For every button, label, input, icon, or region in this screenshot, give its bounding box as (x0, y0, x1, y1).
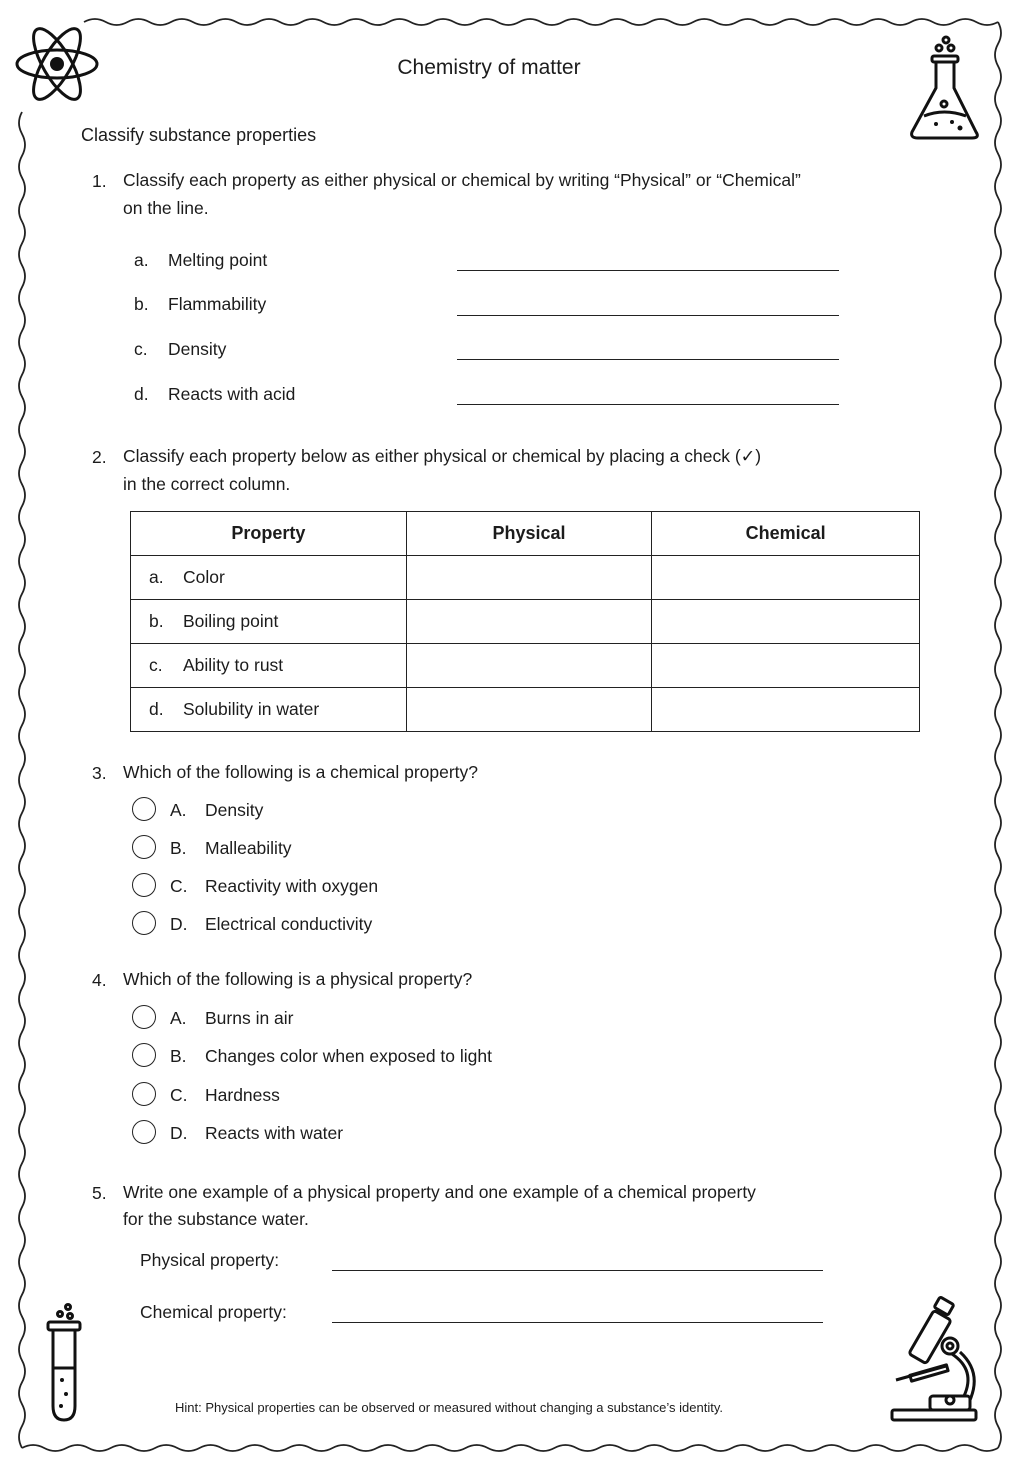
q5-text-line2: for the substance water. (123, 1209, 309, 1229)
row-text: Solubility in water (183, 699, 320, 719)
physical-check-cell[interactable] (406, 688, 652, 732)
row-text: Ability to rust (183, 655, 284, 675)
option-text: Hardness (205, 1085, 280, 1105)
option-letter: C. (170, 1085, 188, 1105)
property-cell (131, 556, 407, 600)
q2-number: 2. (92, 447, 107, 467)
table-row (131, 688, 920, 732)
table-row (131, 556, 920, 600)
q2-text-line2: in the correct column. (123, 474, 291, 494)
q1-text-line2: on the line. (123, 198, 209, 218)
row-letter: a. (149, 567, 164, 587)
row-letter: b. (149, 611, 164, 631)
physical-property-label: Physical property: (140, 1250, 280, 1270)
physical-check-cell[interactable] (406, 556, 652, 600)
option-text: Changes color when exposed to light (205, 1046, 492, 1066)
radio-button[interactable] (132, 1082, 156, 1106)
header-chemical: Chemical (652, 512, 920, 556)
chemical-check-cell[interactable] (652, 644, 920, 688)
property-cell (131, 600, 407, 644)
option-text: Density (205, 800, 264, 820)
q1-item-letter: b. (134, 294, 149, 314)
border-wave (19, 112, 25, 1448)
property-cell (131, 688, 407, 732)
physical-property-answer-line[interactable] (332, 1270, 823, 1271)
q1-answer-line[interactable] (457, 270, 839, 271)
page-title: Chemistry of matter (397, 56, 581, 79)
radio-button[interactable] (132, 873, 156, 897)
q3-number: 3. (92, 763, 107, 783)
header-property: Property (131, 512, 407, 556)
option-letter: A. (170, 1008, 187, 1028)
q1-number: 1. (92, 171, 107, 191)
q1-item-letter: c. (134, 339, 148, 359)
option-letter: D. (170, 914, 188, 934)
option-letter: A. (170, 800, 187, 820)
chemical-check-cell[interactable] (652, 688, 920, 732)
page-subtitle: Classify substance properties (81, 125, 317, 145)
row-letter: c. (149, 655, 163, 675)
q1-item-letter: a. (134, 250, 149, 270)
radio-button[interactable] (132, 1005, 156, 1029)
physical-check-cell[interactable] (406, 600, 652, 644)
q1-item-letter: d. (134, 384, 149, 404)
row-letter: d. (149, 699, 164, 719)
radio-button[interactable] (132, 797, 156, 821)
option-letter: B. (170, 838, 187, 858)
q1-item-text: Density (168, 339, 227, 359)
border-wave (84, 19, 998, 25)
row-text: Boiling point (183, 611, 279, 631)
q5-number: 5. (92, 1183, 107, 1203)
q4-text: Which of the following is a physical property? (123, 969, 473, 989)
radio-button[interactable] (132, 1120, 156, 1144)
option-letter: B. (170, 1046, 187, 1066)
flask-icon (906, 34, 982, 142)
table-row (131, 600, 920, 644)
radio-button[interactable] (132, 835, 156, 859)
q1-item-text: Reacts with acid (168, 384, 296, 404)
hint-text: Hint: Physical properties can be observed or measured without changing a substance’s identity. (175, 1400, 723, 1415)
q2-text-line1: Classify each property below as either physical or chemical by placing a check (✓) (123, 446, 762, 466)
q1-item-text: Flammability (168, 294, 267, 314)
physical-check-cell[interactable] (406, 644, 652, 688)
option-letter: C. (170, 876, 188, 896)
q1-answer-line[interactable] (457, 359, 839, 360)
table-header-row (131, 512, 920, 556)
radio-button[interactable] (132, 911, 156, 935)
option-text: Reactivity with oxygen (205, 876, 379, 896)
option-text: Malleability (205, 838, 292, 858)
q3-text: Which of the following is a chemical property? (123, 762, 479, 782)
header-physical: Physical (406, 512, 652, 556)
border-wave (22, 1445, 998, 1451)
border-wave (995, 22, 1001, 1448)
q5-text-line1: Write one example of a physical property and one example of a chemical property (123, 1182, 756, 1202)
option-text: Electrical conductivity (205, 914, 373, 934)
option-text: Burns in air (205, 1008, 294, 1028)
chemical-check-cell[interactable] (652, 600, 920, 644)
test-tube-icon (44, 1302, 84, 1424)
option-letter: D. (170, 1123, 188, 1143)
classification-table (130, 511, 920, 732)
q1-answer-line[interactable] (457, 315, 839, 316)
row-text: Color (183, 567, 225, 587)
q1-item-text: Melting point (168, 250, 268, 270)
q1-answer-line[interactable] (457, 404, 839, 405)
chemical-check-cell[interactable] (652, 556, 920, 600)
radio-button[interactable] (132, 1043, 156, 1067)
chemical-property-label: Chemical property: (140, 1302, 287, 1322)
chemical-property-answer-line[interactable] (332, 1322, 823, 1323)
property-cell (131, 644, 407, 688)
table-row (131, 644, 920, 688)
option-text: Reacts with water (205, 1123, 344, 1143)
q4-number: 4. (92, 970, 107, 990)
q1-text-line1: Classify each property as either physical or chemical by writing “Physical” or “Chemical” (123, 170, 801, 190)
microscope-icon (886, 1296, 982, 1424)
